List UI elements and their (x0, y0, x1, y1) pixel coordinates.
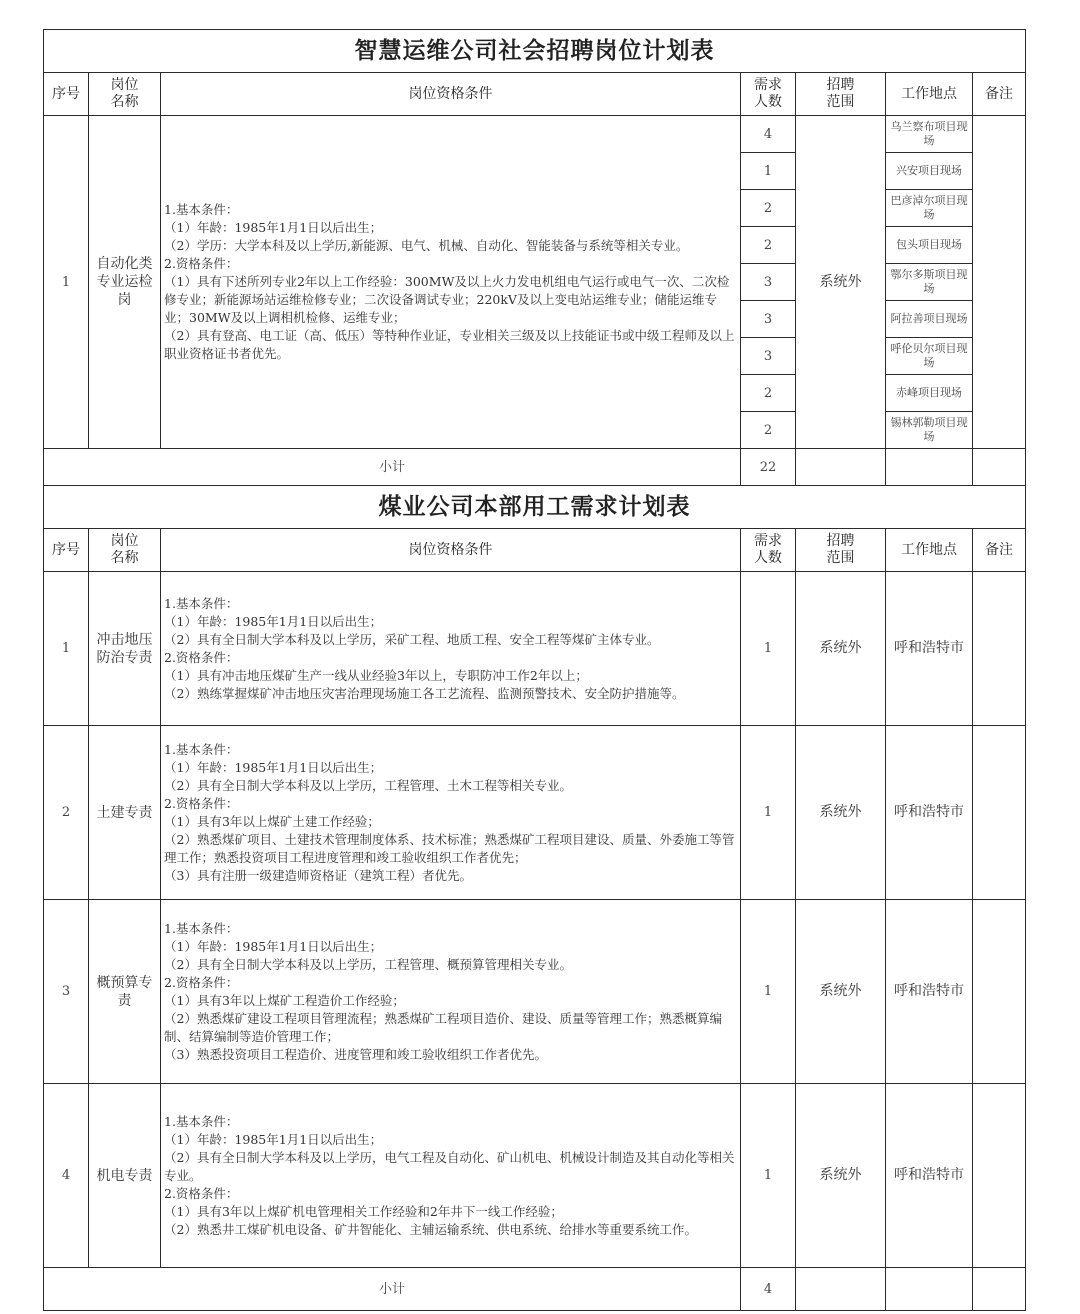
header-remarks: 备注 (973, 529, 1026, 572)
requirement-line: （3）熟悉投资项目工程造价、进度管理和竣工验收组织工作者优先。 (164, 1046, 547, 1062)
row-position: 机电专责 (89, 1084, 161, 1268)
site-count: 3 (741, 264, 796, 301)
site-count: 1 (741, 153, 796, 190)
recruitment-sheet (43, 29, 1025, 1311)
requirement-line: （2）具有登高、电工证（高、低压）等特种作业证，专业相关三级及以上技能证书或中级工程师及以上职业资格证书者优先。 (164, 328, 735, 361)
header-location: 工作地点 (886, 73, 973, 116)
table-row (44, 900, 1026, 1084)
requirement-line: （1）年龄：1985年1月1日以后出生； (164, 759, 383, 775)
row-seq: 4 (44, 1084, 89, 1268)
site-location: 包头项目现场 (886, 227, 973, 264)
row-position: 土建专责 (89, 726, 161, 900)
requirement-line: （3）具有注册一级建造师资格证（建筑工程）者优先。 (164, 867, 472, 883)
header-position-line1: 岗位 (110, 533, 139, 549)
table1-title: 智慧运维公司社会招聘岗位计划表 (44, 30, 1026, 73)
table-row (44, 726, 1026, 900)
subtotal-count: 22 (741, 449, 796, 486)
table1-header-row (44, 73, 1026, 116)
site-location: 巴彦淖尔项目现场 (886, 190, 973, 227)
subtotal-label: 小计 (44, 449, 741, 486)
header-requirements: 岗位资格条件 (161, 529, 741, 572)
row-location: 呼和浩特市 (886, 1084, 973, 1268)
requirement-line: 2.资格条件： (164, 1185, 239, 1201)
site-location: 兴安项目现场 (886, 153, 973, 190)
header-location: 工作地点 (886, 529, 973, 572)
table2-subtotal-row (44, 1268, 1026, 1311)
table-row (44, 1084, 1026, 1268)
site-location: 鄂尔多斯项目现场 (886, 264, 973, 301)
recruitment-table (43, 29, 1026, 1311)
header-position-line1: 岗位 (110, 77, 139, 93)
header-scope (796, 73, 886, 116)
site-count: 3 (741, 338, 796, 375)
row-requirements (161, 1084, 741, 1268)
row-position: 自动化类专业运检岗 (89, 116, 161, 449)
site-count: 2 (741, 375, 796, 412)
header-seq: 序号 (44, 529, 89, 572)
site-count: 2 (741, 227, 796, 264)
site-location: 呼伦贝尔项目现场 (886, 338, 973, 375)
requirement-line: 1.基本条件： (164, 202, 239, 217)
header-position (89, 529, 161, 572)
row-position: 概预算专责 (89, 900, 161, 1084)
row-scope: 系统外 (796, 900, 886, 1084)
subtotal-empty (973, 1268, 1026, 1311)
site-count: 2 (741, 412, 796, 449)
header-scope-line2: 范围 (826, 94, 855, 110)
row-count: 1 (741, 726, 796, 900)
row-requirements (161, 572, 741, 726)
requirement-line: 2.资格条件： (164, 795, 239, 811)
header-seq: 序号 (44, 73, 89, 116)
header-position-line2: 名称 (110, 94, 139, 110)
table2-header-row (44, 529, 1026, 572)
requirement-line: （2）具有全日制大学本科及以上学历，工程管理、土木工程等相关专业。 (164, 777, 572, 793)
requirement-line: （2）熟悉井工煤矿机电设备、矿井智能化、主辅运输系统、供电系统、给排水等重要系统工作。 (164, 1221, 697, 1237)
requirement-line: （2）熟悉煤矿建设工程项目管理流程；熟悉煤矿工程项目造价、建设、质量等管理工作；熟悉概算编制、结算编制等造价管理工作； (164, 1010, 722, 1044)
requirement-line: （2）熟练掌握煤矿冲击地压灾害治理现场施工各工艺流程、监测预警技术、安全防护措施等。 (164, 685, 685, 701)
header-count-line2: 人数 (754, 550, 782, 566)
site-location: 阿拉善项目现场 (886, 301, 973, 338)
requirement-line: （1）年龄：1985年1月1日以后出生； (164, 220, 383, 235)
row-requirements (161, 726, 741, 900)
site-location: 赤峰项目现场 (886, 375, 973, 412)
subtotal-label: 小计 (44, 1268, 741, 1311)
row-requirements (161, 900, 741, 1084)
row-remarks (973, 900, 1026, 1084)
row-count: 1 (741, 1084, 796, 1268)
table-row (44, 572, 1026, 726)
subtotal-empty (796, 1268, 886, 1311)
site-count: 2 (741, 190, 796, 227)
row-remarks (973, 116, 1026, 449)
site-count: 4 (741, 116, 796, 153)
header-count (741, 73, 796, 116)
requirement-line: （1）具有3年以上煤矿机电管理相关工作经验和2年井下一线工作经验； (164, 1203, 563, 1219)
requirement-line: 1.基本条件： (164, 595, 239, 611)
row-seq: 2 (44, 726, 89, 900)
subtotal-count: 4 (741, 1268, 796, 1311)
requirement-line: 2.资格条件： (164, 256, 239, 271)
row-position: 冲击地压防治专责 (89, 572, 161, 726)
requirement-line: （2）熟悉煤矿项目、土建技术管理制度体系、技术标准；熟悉煤矿工程项目建设、质量、外委施工等管理工作；熟悉投资项目工程进度管理和竣工验收组织工作者优先； (164, 831, 735, 865)
requirement-line: （1）具有冲击地压煤矿生产一线从业经验3年以上，专职防冲工作2年以上； (164, 667, 588, 683)
row-scope: 系统外 (796, 116, 886, 449)
requirement-line: （1）具有3年以上煤矿工程造价工作经验； (164, 992, 405, 1008)
header-position-line2: 名称 (110, 550, 139, 566)
subtotal-empty (886, 449, 973, 486)
requirement-line: （1）具有下述所列专业2年以上工作经验：300MW及以上火力发电机组电气运行或电气一次、二次检修专业；新能源场站运维检修专业；二次设备调试专业；220kV及以上变电站运维专业；储能运维专业；30MW及以上调相机检修、运维专业； (164, 274, 730, 325)
subtotal-empty (796, 449, 886, 486)
header-remarks: 备注 (973, 73, 1026, 116)
row-remarks (973, 1084, 1026, 1268)
requirement-line: （1）年龄：1985年1月1日以后出生； (164, 613, 383, 629)
requirement-line: 2.资格条件： (164, 649, 239, 665)
requirement-line: 1.基本条件： (164, 1113, 239, 1129)
table2-title: 煤业公司本部用工需求计划表 (44, 486, 1026, 529)
site-location: 锡林郭勒项目现场 (886, 412, 973, 449)
header-scope-line1: 招聘 (826, 77, 855, 93)
requirement-line: 1.基本条件： (164, 741, 239, 757)
requirement-line: （1）年龄：1985年1月1日以后出生； (164, 938, 383, 954)
table1-subtotal-row (44, 449, 1026, 486)
site-location: 乌兰察布项目现场 (886, 116, 973, 153)
row-location: 呼和浩特市 (886, 726, 973, 900)
row-count: 1 (741, 900, 796, 1084)
row-seq: 1 (44, 572, 89, 726)
requirement-line: 1.基本条件： (164, 920, 239, 936)
requirement-line: （2）学历：大学本科及以上学历,新能源、电气、机械、自动化、智能装备与系统等相关专业。 (164, 238, 689, 253)
row-location: 呼和浩特市 (886, 900, 973, 1084)
row-location: 呼和浩特市 (886, 572, 973, 726)
requirement-line: （1）具有3年以上煤矿土建工作经验； (164, 813, 380, 829)
header-scope-line1: 招聘 (826, 533, 855, 549)
requirement-line: （2）具有全日制大学本科及以上学历，电气工程及自动化、矿山机电、机械设计制造及其自动化等相关专业。 (164, 1149, 735, 1183)
row-count: 1 (741, 572, 796, 726)
header-scope-line2: 范围 (826, 550, 855, 566)
requirement-line: 2.资格条件： (164, 974, 239, 990)
requirement-line: （2）具有全日制大学本科及以上学历，工程管理、概预算管理相关专业。 (164, 956, 572, 972)
table-row (44, 116, 1026, 153)
header-count-line1: 需求 (754, 533, 782, 549)
site-count: 3 (741, 301, 796, 338)
requirement-line: （2）具有全日制大学本科及以上学历，采矿工程、地质工程、安全工程等煤矿主体专业。 (164, 631, 660, 647)
subtotal-empty (886, 1268, 973, 1311)
header-position (89, 73, 161, 116)
header-count-line1: 需求 (754, 77, 782, 93)
header-count (741, 529, 796, 572)
header-count-line2: 人数 (754, 94, 782, 110)
row-requirements (161, 116, 741, 449)
row-remarks (973, 726, 1026, 900)
row-scope: 系统外 (796, 726, 886, 900)
row-seq: 1 (44, 116, 89, 449)
header-requirements: 岗位资格条件 (161, 73, 741, 116)
row-scope: 系统外 (796, 1084, 886, 1268)
row-seq: 3 (44, 900, 89, 1084)
row-scope: 系统外 (796, 572, 886, 726)
requirement-line: （1）年龄：1985年1月1日以后出生； (164, 1131, 383, 1147)
subtotal-empty (973, 449, 1026, 486)
row-remarks (973, 572, 1026, 726)
header-scope (796, 529, 886, 572)
